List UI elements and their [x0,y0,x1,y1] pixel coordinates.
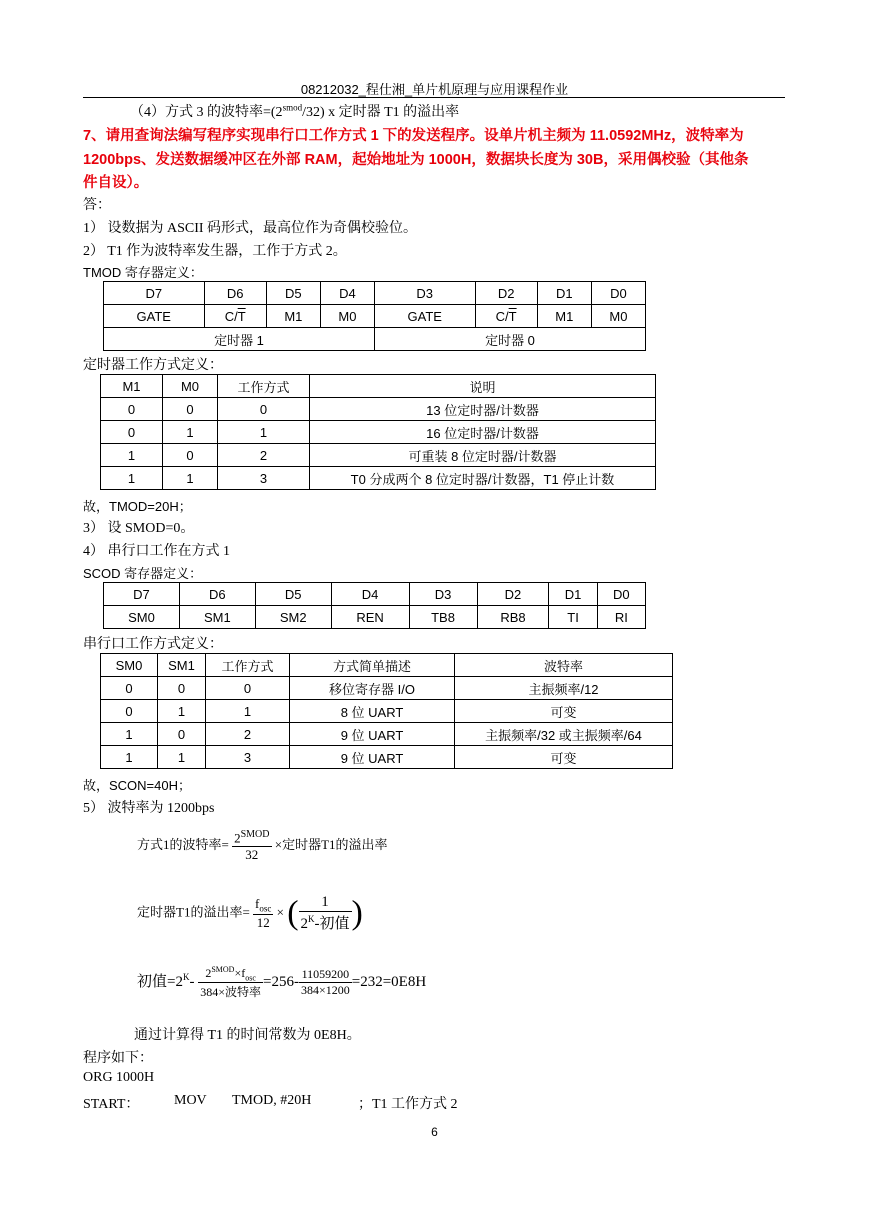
cell: 1 [163,421,218,444]
bit-cell: D1 [537,282,591,305]
table-row [104,583,646,606]
question-7-line3: 件自设）。 [83,175,149,191]
cell: 9 位 UART [290,723,455,746]
sup: SMOD [211,965,235,974]
cell: 0 [101,398,163,421]
numerator: 11059200 [301,967,350,982]
sub: osc [245,973,256,983]
table-row [104,328,646,351]
name-cell: SM0 [104,606,180,629]
fraction [198,965,263,1000]
table-row [104,606,646,629]
sup: K [308,914,315,924]
text: C/ [495,308,509,324]
calc-result: 通过计算得 T1 的时间常数为 0E8H。 [134,1028,361,1043]
cell: 1 [101,723,158,746]
fraction [253,896,273,931]
cell: 8 位 UART [290,700,455,723]
bit-cell: D0 [591,282,645,305]
bit-cell: D3 [374,282,475,305]
cell: 1 [218,421,310,444]
name-cell: RB8 [477,606,549,629]
cell: 0 [218,398,310,421]
header-cell: 波特率 [455,654,673,677]
name-cell: M0 [591,305,645,328]
formula-label: 方式1的波特率= [137,837,229,853]
program-label: 程序如下： [83,1051,153,1066]
name-cell: GATE [374,305,475,328]
formula-rest: ×定时器T1的溢出率 [274,837,388,853]
bit-cell: D0 [597,583,645,606]
cell: 1 [163,467,218,490]
text: C/ [224,308,238,324]
bit-cell: D3 [409,583,477,606]
name-cell: M1 [266,305,320,328]
table-row [101,421,656,444]
cell: T0 分成两个 8 位定时器/计数器，T1 停止计数 [310,467,656,490]
header-cell: 说明 [310,375,656,398]
cell: 0 [158,723,206,746]
header-rule [83,97,785,98]
cell: 0 [101,421,163,444]
denominator [299,911,352,933]
group-cell: 定时器 0 [374,328,645,351]
group-cell: 定时器 1 [104,328,375,351]
step-3: 3） 设 SMOD=0。 [83,521,195,536]
serial-modes-table [100,653,673,769]
cell: 1 [158,746,206,769]
header-cell: M0 [163,375,218,398]
table-row [101,723,673,746]
cell: 主振频率/12 [455,677,673,700]
bit-cell: D7 [104,583,180,606]
tmod-result: 故，TMOD=20H； [83,499,192,514]
bit-cell: D5 [255,583,331,606]
cell: 3 [206,746,290,769]
code-start-label: START： [83,1097,140,1112]
bit-cell: D2 [475,282,537,305]
cell: 移位寄存器 I/O [290,677,455,700]
bit-cell: D6 [179,583,255,606]
sub: osc [259,903,272,914]
cell: 0 [163,398,218,421]
bit-cell: D5 [266,282,320,305]
text: （4）方式 3 的波特率=(2 [130,105,283,120]
baud-rate-mode3-line [130,101,459,121]
text: =232=0E8H [351,974,427,991]
name-cell: M0 [320,305,374,328]
cell: 16 位定时器/计数器 [310,421,656,444]
overline-t: $\overline{T}$ [237,308,246,324]
sup: smod [282,102,303,113]
left-paren-icon: ( [287,894,299,932]
cell: 0 [101,700,158,723]
fraction [232,829,271,863]
cell: 0 [101,677,158,700]
cell: 9 位 UART [290,746,455,769]
bit-cell: D7 [104,282,205,305]
code-operand: TMOD, #20H [232,1093,312,1108]
step-4: 4） 串行口工作在方式 1 [83,544,230,559]
scod-def-label: SCOD 寄存器定义： [83,566,203,581]
table-row [101,677,673,700]
timer-modes-table [100,374,656,490]
denominator: 32 [232,846,271,863]
tmod-register-table [103,281,646,351]
name-cell: SM2 [255,606,331,629]
denominator: 384×波特率 [198,982,263,1000]
answer-label: 答： [83,198,111,213]
cell: 1 [101,746,158,769]
cell: 0 [206,677,290,700]
table-row [104,305,646,328]
scon-result: 故，SCON=40H； [83,778,191,793]
question-7-line1: 7、请用查询法编写程序实现串行口工作方式 1 下的发送程序。设单片机主频为 11.0592MHz，波特率为 [83,128,744,144]
name-cell [204,305,266,328]
text: 2 [234,830,241,846]
bit-cell: D1 [549,583,597,606]
scon-register-table [103,582,646,629]
cell: 2 [206,723,290,746]
formula-baud-rate [137,829,388,863]
table-row [101,444,656,467]
step-1: 1） 设数据为 ASCII 码形式，最高位作为奇偶校验位。 [83,221,418,236]
header-cell: 工作方式 [206,654,290,677]
cell: 主振频率/32 或主振频率/64 [455,723,673,746]
cell: 0 [163,444,218,467]
page-header: 08212032_程仕湘_单片机原理与应用课程作业 [300,82,569,97]
overline-t: $\overline{T}$ [508,308,517,324]
table-row [101,700,673,723]
code-org: ORG 1000H [83,1070,155,1085]
name-cell: TI [549,606,597,629]
text: f [255,896,260,912]
bit-cell: D4 [320,282,374,305]
fraction [299,894,352,933]
cell: 1 [206,700,290,723]
header-cell: SM0 [101,654,158,677]
cell: 2 [218,444,310,467]
table-row [101,654,673,677]
tmod-def-label: TMOD 寄存器定义： [83,265,203,280]
step-2: 2） T1 作为波特率发生器，工作于方式 2。 [83,244,347,259]
denominator: 12 [253,914,273,931]
text: 2 [205,966,212,980]
bit-cell: D4 [331,583,409,606]
denominator: 384×1200 [300,983,350,998]
fraction [299,967,352,998]
cell: 可重装 8 位定时器/计数器 [310,444,656,467]
table-row [101,746,673,769]
right-paren-icon: ) [351,894,363,932]
numerator [198,965,263,982]
name-cell: M1 [537,305,591,328]
formula-overflow-rate [137,894,363,933]
cell: 可变 [455,700,673,723]
cell: 0 [158,677,206,700]
formula-initial-value [137,965,426,1000]
text: =256- [263,974,299,991]
cell: 1 [101,444,163,467]
header-cell: SM1 [158,654,206,677]
sup: K [182,972,190,983]
text: 初值=2 [137,974,183,991]
bit-cell: D6 [204,282,266,305]
serial-mode-def-label: 串行口工作方式定义： [83,637,223,652]
name-cell: REN [331,606,409,629]
numerator: 1 [321,894,329,910]
name-cell: SM1 [179,606,255,629]
cell: 1 [101,467,163,490]
numerator [253,896,273,914]
times: × [276,904,284,920]
code-mnemonic: MOV [174,1093,207,1108]
sup: SMOD [240,829,270,840]
table-row [101,375,656,398]
cell: 3 [218,467,310,490]
numerator [232,829,271,846]
header-cell: 方式简单描述 [290,654,455,677]
bit-cell: D2 [477,583,549,606]
cell: 可变 [455,746,673,769]
cell: 1 [158,700,206,723]
name-cell: RI [597,606,645,629]
code-comment: ；T1 工作方式 2 [358,1097,458,1112]
question-7-line2: 1200bps、发送数据缓冲区在外部 RAM，起始地址为 1000H，数据块长度为 30B，采用偶校验（其他条 [83,152,749,168]
header-cell: M1 [101,375,163,398]
page-number: 6 [431,1125,438,1139]
header-cell: 工作方式 [218,375,310,398]
cell: 13 位定时器/计数器 [310,398,656,421]
text: -初值 [314,916,350,932]
text: ×f [234,966,246,980]
table-row [101,398,656,421]
timer-mode-def-label: 定时器工作方式定义： [83,358,223,373]
formula-label: 定时器T1的溢出率= [137,904,250,920]
text: 2 [300,916,309,932]
name-cell [475,305,537,328]
name-cell: TB8 [409,606,477,629]
name-cell: GATE [104,305,205,328]
table-row [104,282,646,305]
table-row [101,467,656,490]
step-5: 5） 波特率为 1200bps [83,801,215,816]
text: - [189,974,195,991]
text: /32) x 定时器 T1 的溢出率 [302,105,460,120]
